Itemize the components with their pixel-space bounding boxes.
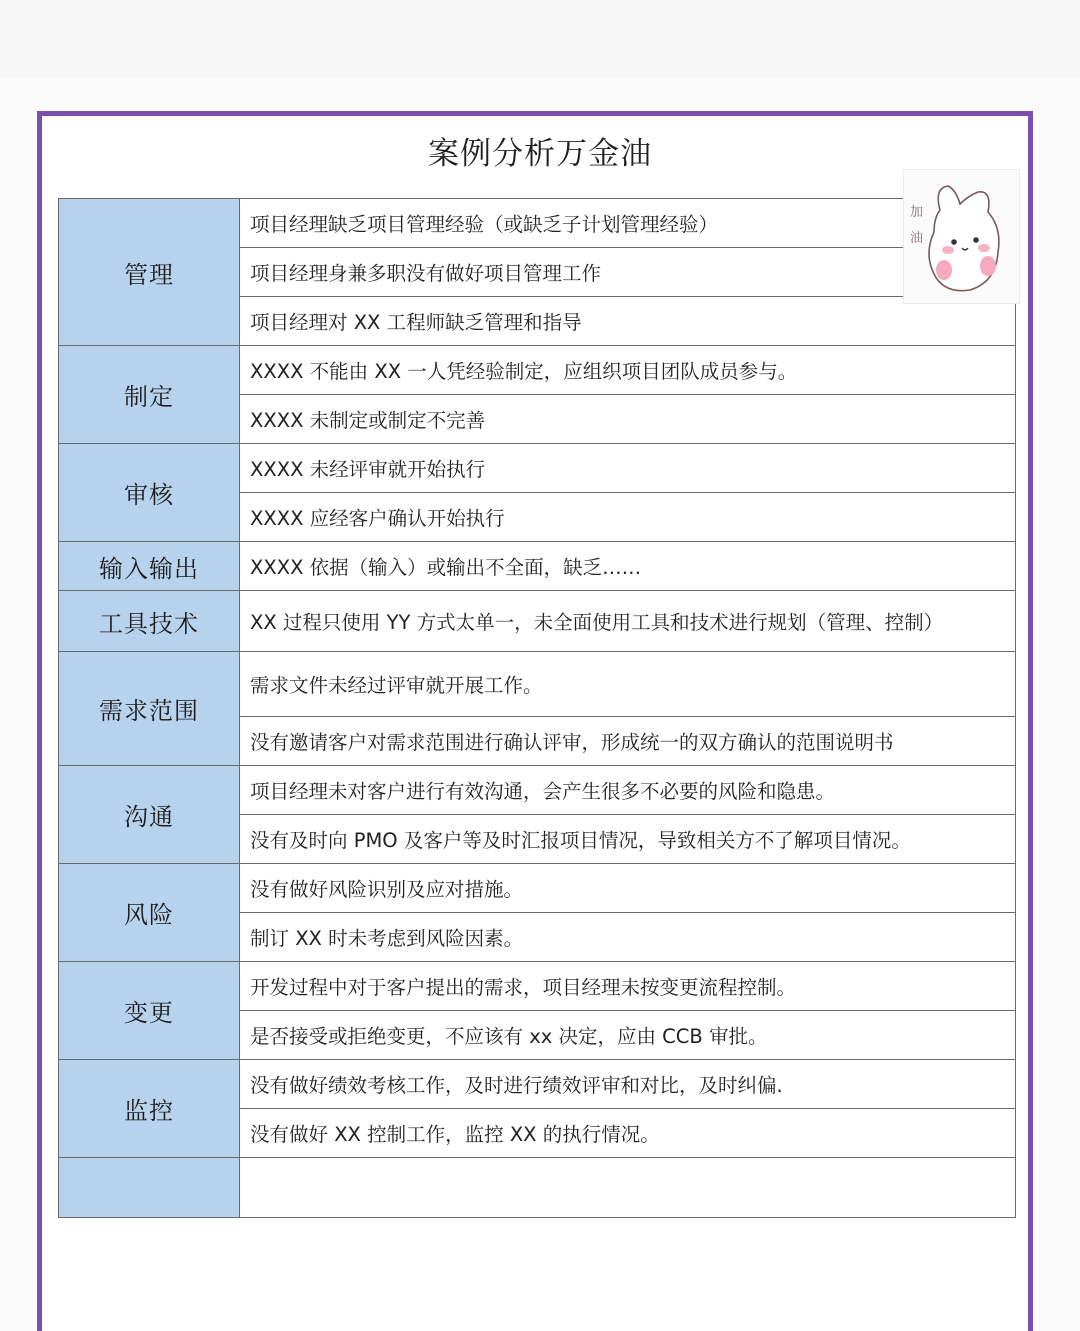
category-cell: 管理: [59, 199, 240, 346]
item-cell: 项目经理对 XX 工程师缺乏管理和指导: [240, 297, 1016, 346]
table-row: [59, 199, 1016, 248]
item-cell: 项目经理缺乏项目管理经验（或缺乏子计划管理经验）: [240, 199, 1016, 248]
sticker-text: 加油: [910, 205, 924, 246]
table-row: [59, 542, 1016, 591]
table-row: [59, 766, 1016, 815]
item-cell: 需求文件未经过评审就开展工作。: [240, 652, 1016, 717]
table-row: [59, 962, 1016, 1011]
item-cell: 没有邀请客户对需求范围进行确认评审，形成统一的双方确认的范围说明书: [240, 717, 1016, 766]
table-row: [59, 346, 1016, 395]
category-cell: 沟通: [59, 766, 240, 864]
category-cell: 制定: [59, 346, 240, 444]
item-cell: 项目经理未对客户进行有效沟通，会产生很多不必要的风险和隐患。: [240, 766, 1016, 815]
item-cell: 是否接受或拒绝变更，不应该有 xx 决定，应由 CCB 审批。: [240, 1011, 1016, 1060]
item-cell: XXXX 依据（输入）或输出不全面，缺乏……: [240, 542, 1016, 591]
table-row: [59, 864, 1016, 913]
item-cell: 没有及时向 PMO 及客户等及时汇报项目情况，导致相关方不了解项目情况。: [240, 815, 1016, 864]
empty-row: [59, 1158, 1016, 1218]
item-cell: 没有做好风险识别及应对措施。: [240, 864, 1016, 913]
table-row: [59, 1060, 1016, 1109]
empty-category-cell: [59, 1158, 240, 1218]
item-cell: 开发过程中对于客户提出的需求，项目经理未按变更流程控制。: [240, 962, 1016, 1011]
page-title: 案例分析万金油: [428, 136, 652, 172]
table-row: [59, 444, 1016, 493]
item-cell: XXXX 未经评审就开始执行: [240, 444, 1016, 493]
item-cell: 项目经理身兼多职没有做好项目管理工作: [240, 248, 1016, 297]
category-cell: 监控: [59, 1060, 240, 1158]
category-cell: 审核: [59, 444, 240, 542]
item-cell: XXXX 不能由 XX 一人凭经验制定，应组织项目团队成员参与。: [240, 346, 1016, 395]
category-cell: 需求范围: [59, 652, 240, 766]
item-cell: 没有做好绩效考核工作，及时进行绩效评审和对比，及时纠偏.: [240, 1060, 1016, 1109]
item-cell: XXXX 未制定或制定不完善: [240, 395, 1016, 444]
analysis-table: [58, 198, 1016, 1218]
item-cell: 没有做好 XX 控制工作，监控 XX 的执行情况。: [240, 1109, 1016, 1158]
top-blank-band: [0, 0, 1080, 78]
category-cell: 工具技术: [59, 591, 240, 652]
item-cell: XXXX 应经客户确认开始执行: [240, 493, 1016, 542]
category-cell: 变更: [59, 962, 240, 1060]
item-cell: XX 过程只使用 YY 方式太单一，未全面使用工具和技术进行规划（管理、控制）: [240, 591, 1016, 652]
table-row: [59, 652, 1016, 717]
item-cell: 制订 XX 时未考虑到风险因素。: [240, 913, 1016, 962]
empty-item-cell: [240, 1158, 1016, 1218]
category-cell: 风险: [59, 864, 240, 962]
category-cell: 输入输出: [59, 542, 240, 591]
table-row: [59, 591, 1016, 652]
sticker: [903, 169, 1020, 304]
